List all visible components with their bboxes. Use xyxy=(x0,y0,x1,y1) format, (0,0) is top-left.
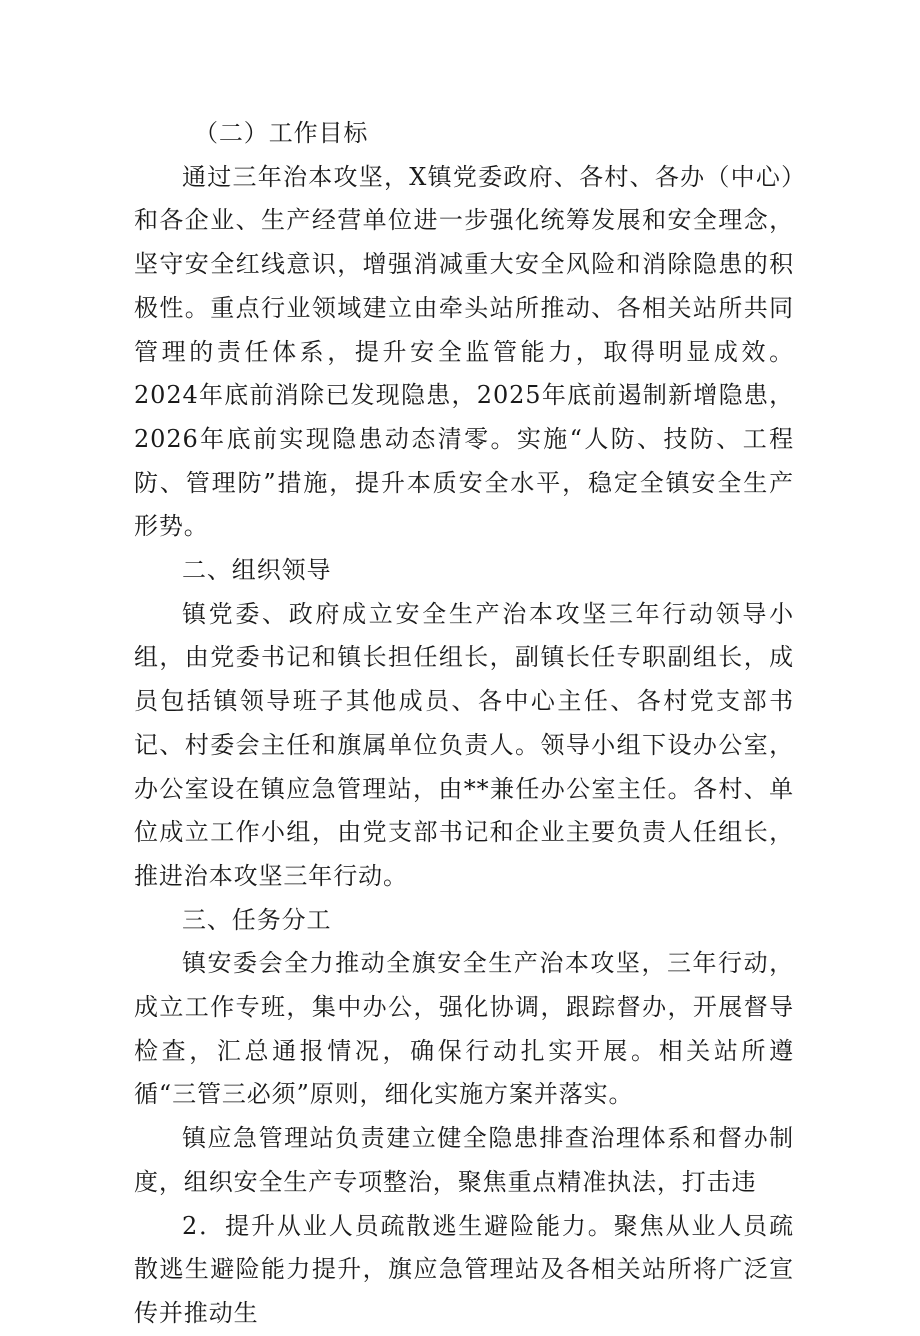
paragraph-item-2: 2．提升从业人员疏散逃生避险能力。聚焦从业人员疏散逃生避险能力提升，旗应急管理站及各相关站所将广泛宣传并推动生 xyxy=(134,1211,794,1327)
heading-organization: 二、组织领导 xyxy=(182,556,332,585)
heading-work-goals: （二）工作目标 xyxy=(194,119,369,147)
paragraph-organization: 镇党委、政府成立安全生产治本攻坚三年行动领导小组，由党委书记和镇长担任组长，副镇长任专职副组长，成员包括镇领导班子其他成员、各中心主任、各村党支部书记、村委会主任和旗属单位负责人。领导小组下设办公室，办公室设在镇应急管理站，由**兼任办公室主任。各村、单位成立工作小组，由党支部书记和企业主要负责人任组长，推进治本攻坚三年行动。 xyxy=(134,599,794,890)
paragraph-work-goals: 通过三年治本攻坚，X镇党委政府、各村、各办（中心）和各企业、生产经营单位进一步强化统筹发展和安全理念，坚守安全红线意识，增强消减重大安全风险和消除隐患的积极性。重点行业领域建立由牵头站所推动、各相关站所共同管理的责任体系，提升安全监管能力，取得明显成效。2024年底前消除已发现隐患，2025年底前遏制新增隐患，2026年底前实现隐患动态清零。实施“人防、技防、工程防、管理防”措施，提升本质安全水平，稳定全镇安全生产形势。 xyxy=(134,162,794,541)
document-body xyxy=(134,112,794,1336)
paragraph-tasks-1: 镇安委会全力推动全旗安全生产治本攻坚，三年行动，成立工作专班，集中办公，强化协调，跟踪督办，开展督导检查，汇总通报情况，确保行动扎实开展。相关站所遵循“三管三必须”原则，细化实施方案并落实。 xyxy=(134,949,794,1109)
paragraph-tasks-2: 镇应急管理站负责建立健全隐患排查治理体系和督办制度，组织安全生产专项整治，聚焦重点精准执法，打击违 xyxy=(134,1124,794,1196)
heading-tasks: 三、任务分工 xyxy=(182,905,332,934)
